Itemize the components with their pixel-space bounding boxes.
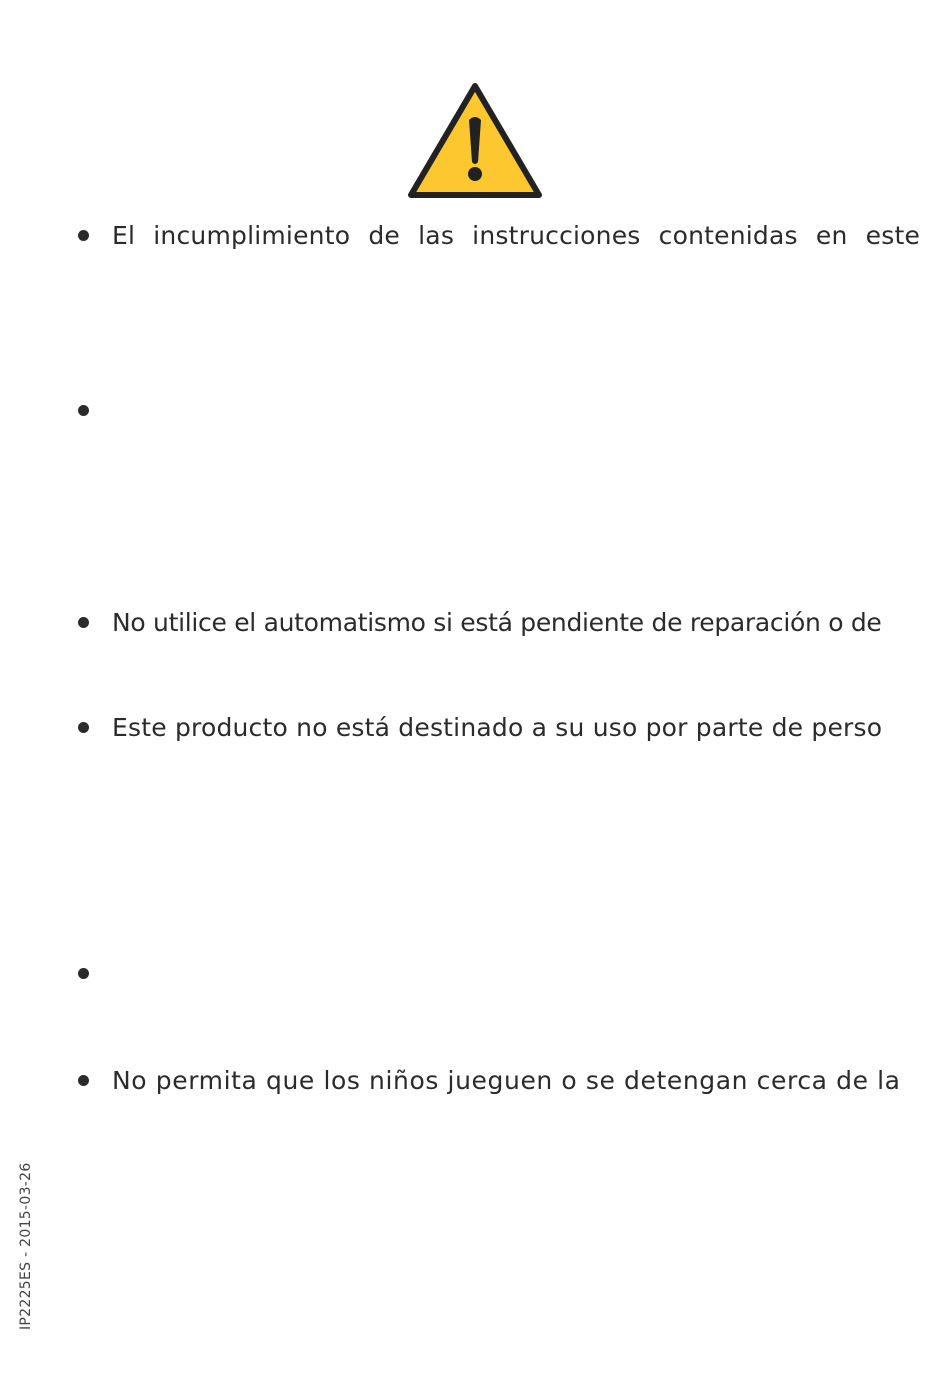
bullet-marker xyxy=(78,405,89,416)
list-item xyxy=(0,954,950,994)
list-item-text: No utilice el automatismo si está pendiente de reparación o de xyxy=(112,608,882,637)
list-item-text: El incumplimiento de las instrucciones contenidas en este xyxy=(112,221,921,250)
bullet-marker xyxy=(78,722,89,733)
list-item-text: No permita que los niños jueguen o se detengan cerca de la xyxy=(112,1066,901,1095)
list-item xyxy=(0,603,950,643)
bullet-marker xyxy=(78,230,89,241)
list-item xyxy=(0,1061,950,1101)
document-code: IP2225ES - 2015-03-26 xyxy=(18,1162,34,1330)
bullet-marker xyxy=(78,968,89,979)
list-item-text: Este producto no está destinado a su uso por parte de perso xyxy=(112,713,883,742)
list-item xyxy=(0,216,950,256)
bullet-marker xyxy=(78,617,89,628)
list-item xyxy=(0,391,950,431)
bullet-marker xyxy=(78,1075,89,1086)
list-item xyxy=(0,708,950,748)
warning-triangle-icon xyxy=(407,82,543,200)
